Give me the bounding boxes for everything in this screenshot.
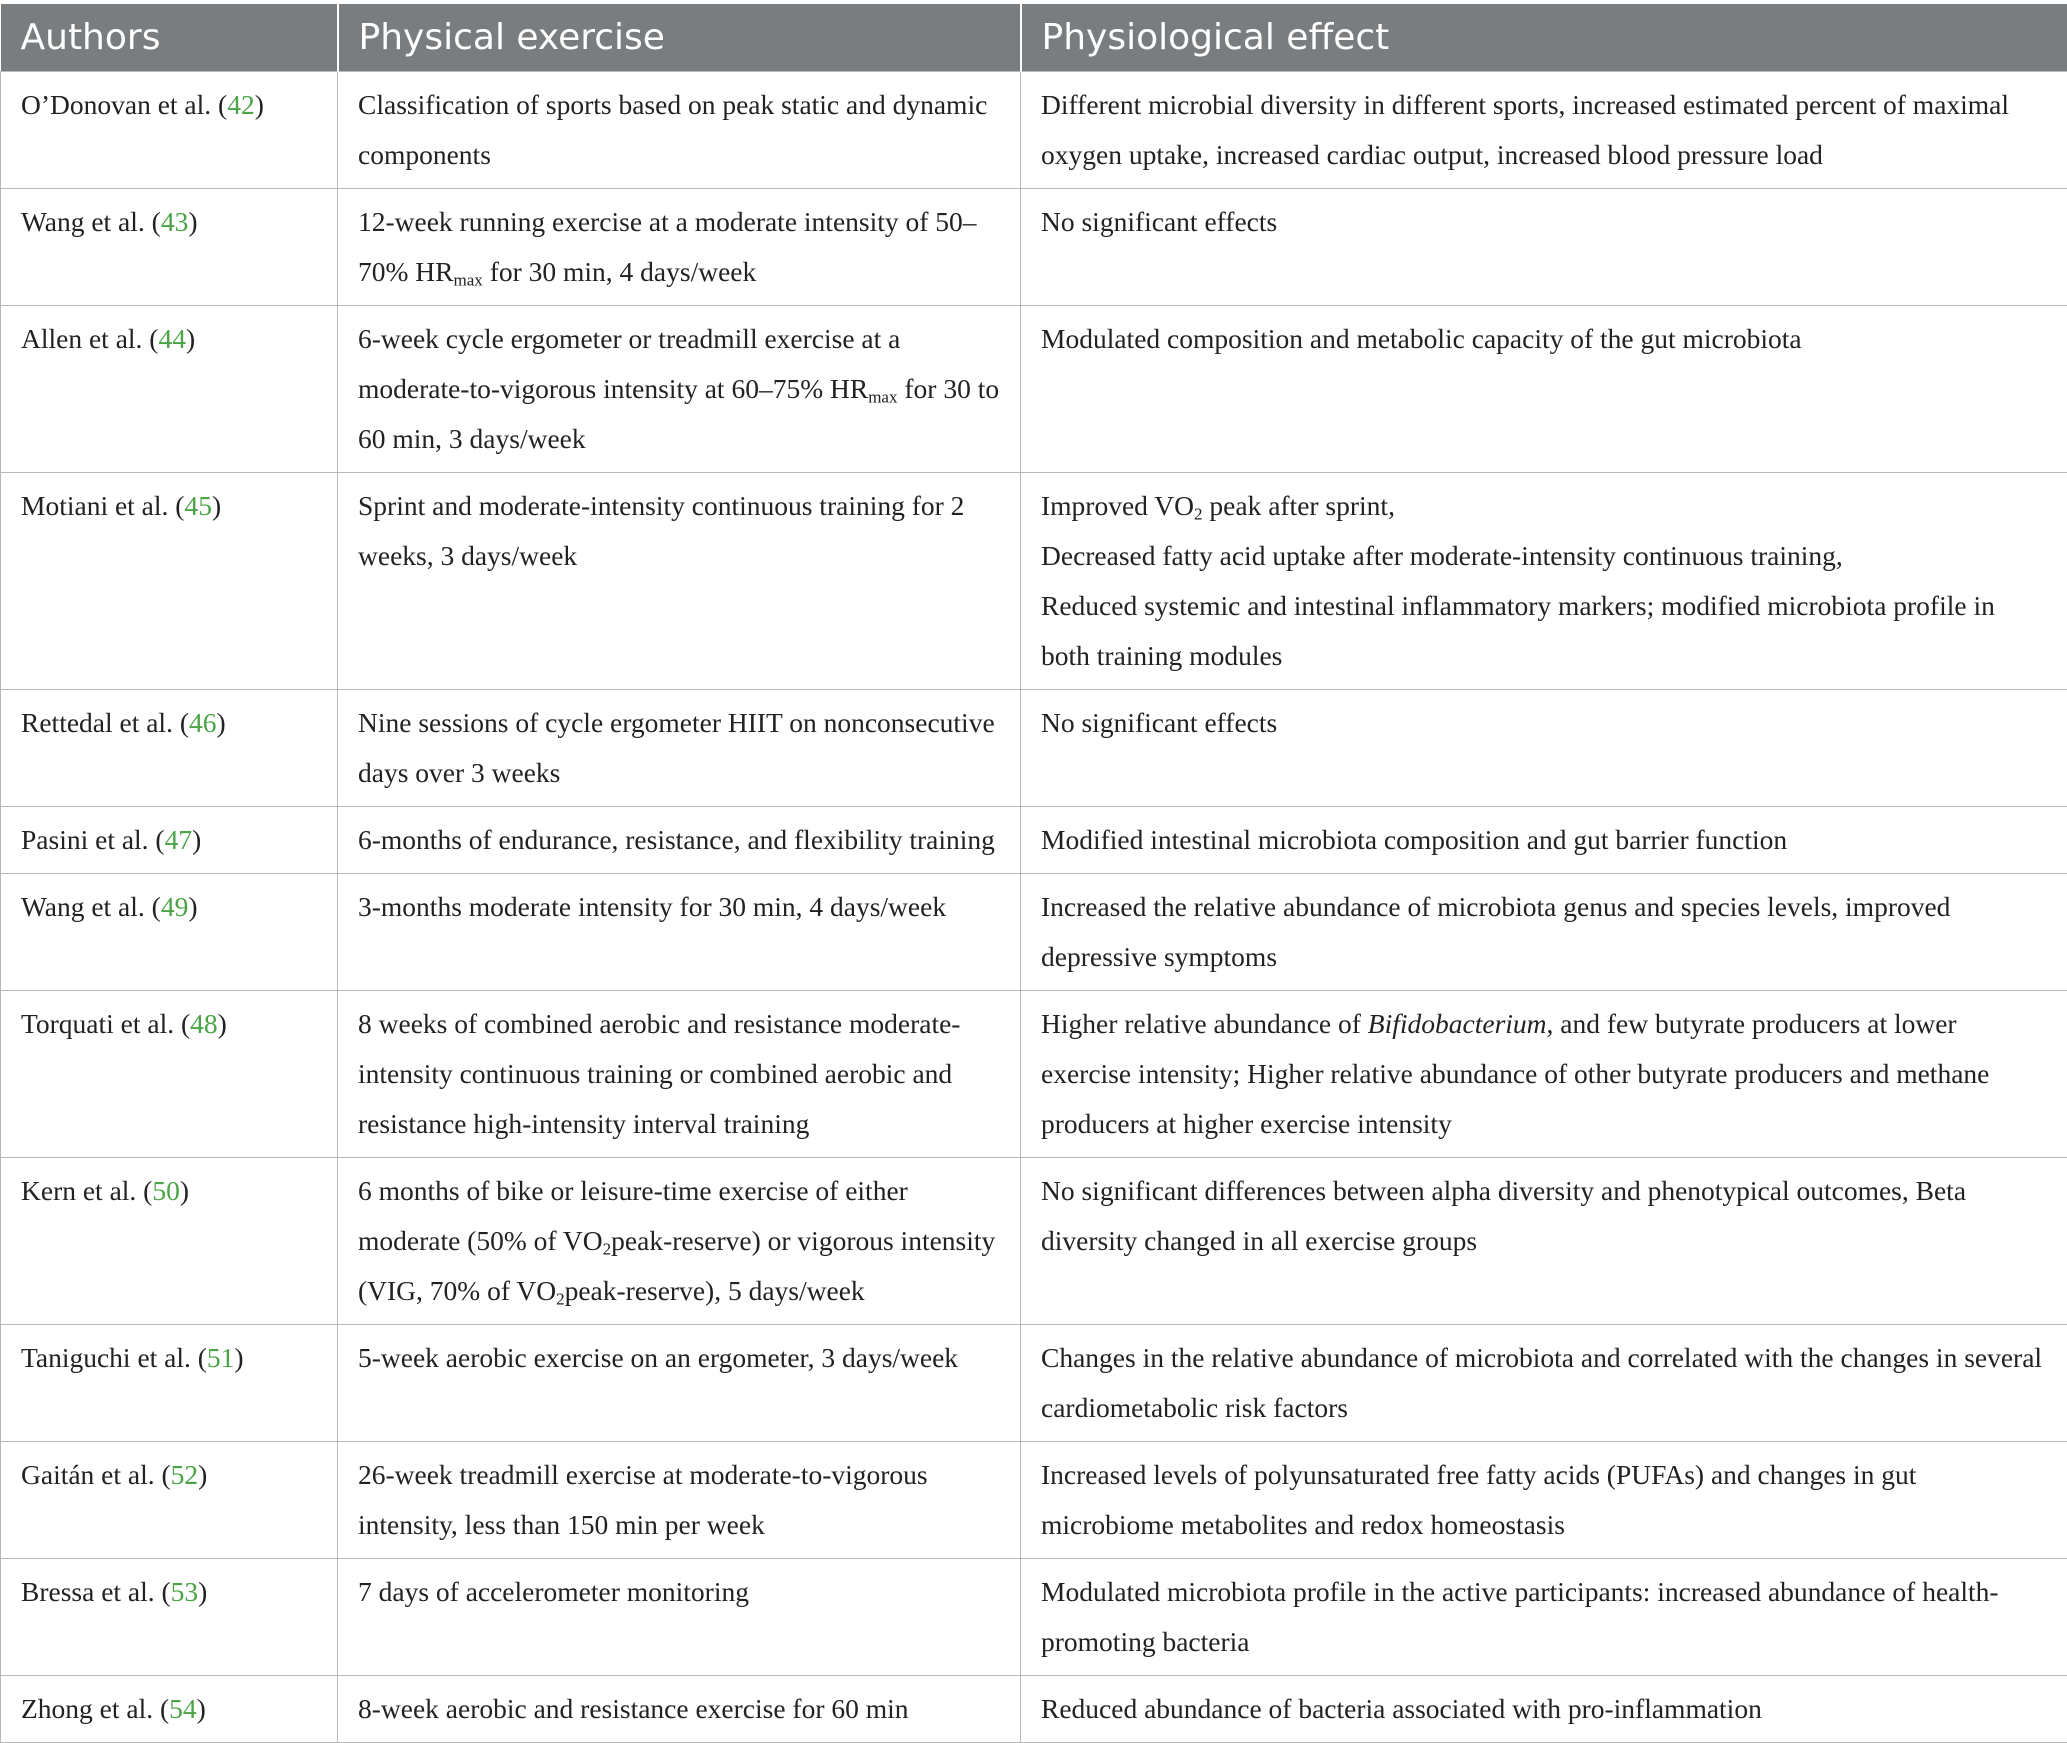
table-row: [1, 72, 2067, 189]
effect-text: Reduced abundance of bacteria associated with pro-inflammation: [1041, 1693, 1762, 1724]
reference-link[interactable]: 45: [184, 490, 212, 521]
effect-text: No significant effects: [1041, 707, 1277, 738]
exercise-text: for 30 to 60 min, 3 days/week: [358, 373, 999, 454]
exercise-cell: [338, 991, 1021, 1158]
table-row: [1, 189, 2067, 306]
ref-close: ): [197, 1693, 206, 1724]
exercise-text: 5-week aerobic exercise on an ergometer, 3 days/week: [358, 1342, 958, 1373]
ref-close: ): [198, 1576, 207, 1607]
effect-cell: [1021, 690, 2067, 807]
ref-close: ): [188, 206, 197, 237]
subscript-2: 2: [556, 1289, 565, 1308]
studies-table: [0, 4, 2067, 1743]
author-name: Allen et al. (: [21, 323, 158, 354]
exercise-text: 26-week treadmill exercise at moderate-to-vigorous intensity, less than 150 min per week: [358, 1459, 928, 1540]
genus-name: Bifidobacterium: [1368, 1008, 1547, 1039]
author-cell: [1, 1676, 338, 1743]
exercise-text: peak-reserve) or vigorous intensity (VIG, 70% of VO: [358, 1225, 995, 1306]
exercise-text: Classification of sports based on peak static and dynamic components: [358, 89, 987, 170]
effect-text: Reduced systemic and intestinal inflammatory markers; modified microbiota profile in both training modules: [1041, 590, 1995, 671]
table-row: [1, 306, 2067, 473]
exercise-cell: [338, 874, 1021, 991]
ref-close: ): [218, 1008, 227, 1039]
author-cell: [1, 72, 338, 189]
table-row: [1, 1676, 2067, 1743]
author-cell: [1, 1559, 338, 1676]
effect-text: peak after sprint,: [1203, 490, 1395, 521]
ref-close: ): [192, 824, 201, 855]
author-cell: [1, 189, 338, 306]
reference-link[interactable]: 50: [152, 1175, 180, 1206]
effect-cell: [1021, 473, 2067, 690]
effect-cell: [1021, 1325, 2067, 1442]
author-cell: [1, 807, 338, 874]
effect-text: Modified intestinal microbiota composition and gut barrier function: [1041, 824, 1787, 855]
author-cell: [1, 306, 338, 473]
ref-close: ): [186, 323, 195, 354]
author-cell: [1, 991, 338, 1158]
author-cell: [1, 1158, 338, 1325]
table-header: [1, 4, 2067, 72]
author-name: O’Donovan et al. (: [21, 89, 227, 120]
exercise-cell: [338, 1325, 1021, 1442]
author-name: Gaitán et al. (: [21, 1459, 171, 1490]
subscript-max: max: [868, 387, 897, 406]
effect-text: Modulated composition and metabolic capacity of the gut microbiota: [1041, 323, 1802, 354]
author-name: Kern et al. (: [21, 1175, 152, 1206]
effect-text: Different microbial diversity in different sports, increased estimated percent of maximal oxygen uptake, increased cardiac output, increased blood pressure load: [1041, 89, 2009, 170]
exercise-text: 3-months moderate intensity for 30 min, 4 days/week: [358, 891, 946, 922]
effect-cell: [1021, 1442, 2067, 1559]
ref-close: ): [188, 891, 197, 922]
effect-text: Improved VO: [1041, 490, 1194, 521]
reference-link[interactable]: 42: [227, 89, 255, 120]
effect-cell: [1021, 1559, 2067, 1676]
subscript-2: 2: [603, 1239, 612, 1258]
effect-cell: [1021, 807, 2067, 874]
header-authors: Authors: [1, 4, 338, 72]
exercise-text: 6 months of bike or leisure-time exercise of either moderate (50% of VO: [358, 1175, 908, 1256]
exercise-text: 6-week cycle ergometer or treadmill exercise at a moderate-to-vigorous intensity at 60–75% HR: [358, 323, 900, 404]
header-physical-exercise: Physical exercise: [338, 4, 1021, 72]
effect-text: Changes in the relative abundance of microbiota and correlated with the changes in several cardiometabolic risk factors: [1041, 1342, 2042, 1423]
exercise-cell: [338, 807, 1021, 874]
table-row: [1, 991, 2067, 1158]
reference-link[interactable]: 54: [169, 1693, 197, 1724]
author-name: Pasini et al. (: [21, 824, 165, 855]
effect-text: Decreased fatty acid uptake after moderate-intensity continuous training,: [1041, 540, 1843, 571]
table-row: [1, 1158, 2067, 1325]
author-name: Torquati et al. (: [21, 1008, 190, 1039]
author-name: Zhong et al. (: [21, 1693, 169, 1724]
exercise-cell: [338, 1676, 1021, 1743]
effect-text: Increased levels of polyunsaturated free fatty acids (PUFAs) and changes in gut microbiome metabolites and redox homeostasis: [1041, 1459, 1916, 1540]
effect-cell: [1021, 189, 2067, 306]
table-body: [1, 72, 2067, 1743]
exercise-cell: [338, 72, 1021, 189]
effect-text: Increased the relative abundance of microbiota genus and species levels, improved depressive symptoms: [1041, 891, 1950, 972]
author-cell: [1, 1325, 338, 1442]
author-name: Motiani et al. (: [21, 490, 184, 521]
table-row: [1, 874, 2067, 991]
table-row: [1, 473, 2067, 690]
exercise-cell: [338, 306, 1021, 473]
subscript-2: 2: [1194, 504, 1203, 523]
effect-cell: [1021, 1158, 2067, 1325]
author-name: Rettedal et al. (: [21, 707, 189, 738]
author-name: Wang et al. (: [21, 891, 161, 922]
reference-link[interactable]: 44: [158, 323, 186, 354]
effect-cell: [1021, 1676, 2067, 1743]
author-name: Wang et al. (: [21, 206, 161, 237]
author-cell: [1, 874, 338, 991]
reference-link[interactable]: 52: [171, 1459, 199, 1490]
exercise-text: for 30 min, 4 days/week: [483, 256, 756, 287]
table-row: [1, 807, 2067, 874]
effect-text: Higher relative abundance of: [1041, 1008, 1368, 1039]
effect-cell: [1021, 874, 2067, 991]
table-row: [1, 1325, 2067, 1442]
ref-close: ): [255, 89, 264, 120]
exercise-text: 8 weeks of combined aerobic and resistance moderate-intensity continuous training or combined aerobic and resistance high-intensity interval training: [358, 1008, 960, 1139]
exercise-text: 12-week running exercise at a moderate intensity of 50–70% HR: [358, 206, 977, 287]
reference-link[interactable]: 49: [161, 891, 189, 922]
ref-close: ): [180, 1175, 189, 1206]
exercise-text: 7 days of accelerometer monitoring: [358, 1576, 749, 1607]
header-physiological-effect: Physiological effect: [1021, 4, 2067, 72]
table-row: [1, 690, 2067, 807]
exercise-cell: [338, 1442, 1021, 1559]
effect-cell: [1021, 306, 2067, 473]
subscript-max: max: [454, 270, 483, 289]
exercise-cell: [338, 1158, 1021, 1325]
exercise-cell: [338, 690, 1021, 807]
reference-link[interactable]: 43: [161, 206, 189, 237]
ref-close: ): [212, 490, 221, 521]
reference-link[interactable]: 48: [190, 1008, 218, 1039]
author-cell: [1, 1442, 338, 1559]
author-name: Bressa et al. (: [21, 1576, 171, 1607]
effect-text: No significant effects: [1041, 206, 1277, 237]
table-row: [1, 1442, 2067, 1559]
effect-text: No significant differences between alpha diversity and phenotypical outcomes, Beta diversity changed in all exercise groups: [1041, 1175, 1966, 1256]
ref-close: ): [216, 707, 225, 738]
exercise-text: 8-week aerobic and resistance exercise for 60 min: [358, 1693, 909, 1724]
exercise-text: Sprint and moderate-intensity continuous training for 2 weeks, 3 days/week: [358, 490, 964, 571]
effect-text: , and few butyrate producers at lower exercise intensity; Higher relative abundance of other butyrate producers and methane producers at higher exercise intensity: [1041, 1008, 1989, 1139]
exercise-cell: [338, 473, 1021, 690]
effect-cell: [1021, 991, 2067, 1158]
exercise-cell: [338, 189, 1021, 306]
exercise-text: 6-months of endurance, resistance, and flexibility training: [358, 824, 995, 855]
exercise-text: peak-reserve), 5 days/week: [565, 1275, 865, 1306]
reference-link[interactable]: 47: [165, 824, 193, 855]
effect-cell: [1021, 72, 2067, 189]
header-row: [1, 4, 2067, 72]
exercise-cell: [338, 1559, 1021, 1676]
author-name: Taniguchi et al. (: [21, 1342, 207, 1373]
effect-text: Modulated microbiota profile in the active participants: increased abundance of health-promoting bacteria: [1041, 1576, 1999, 1657]
author-cell: [1, 690, 338, 807]
ref-close: ): [234, 1342, 243, 1373]
reference-link[interactable]: 51: [207, 1342, 235, 1373]
reference-link[interactable]: 53: [171, 1576, 199, 1607]
table-row: [1, 1559, 2067, 1676]
exercise-text: Nine sessions of cycle ergometer HIIT on nonconsecutive days over 3 weeks: [358, 707, 995, 788]
ref-close: ): [198, 1459, 207, 1490]
author-cell: [1, 473, 338, 690]
reference-link[interactable]: 46: [189, 707, 217, 738]
